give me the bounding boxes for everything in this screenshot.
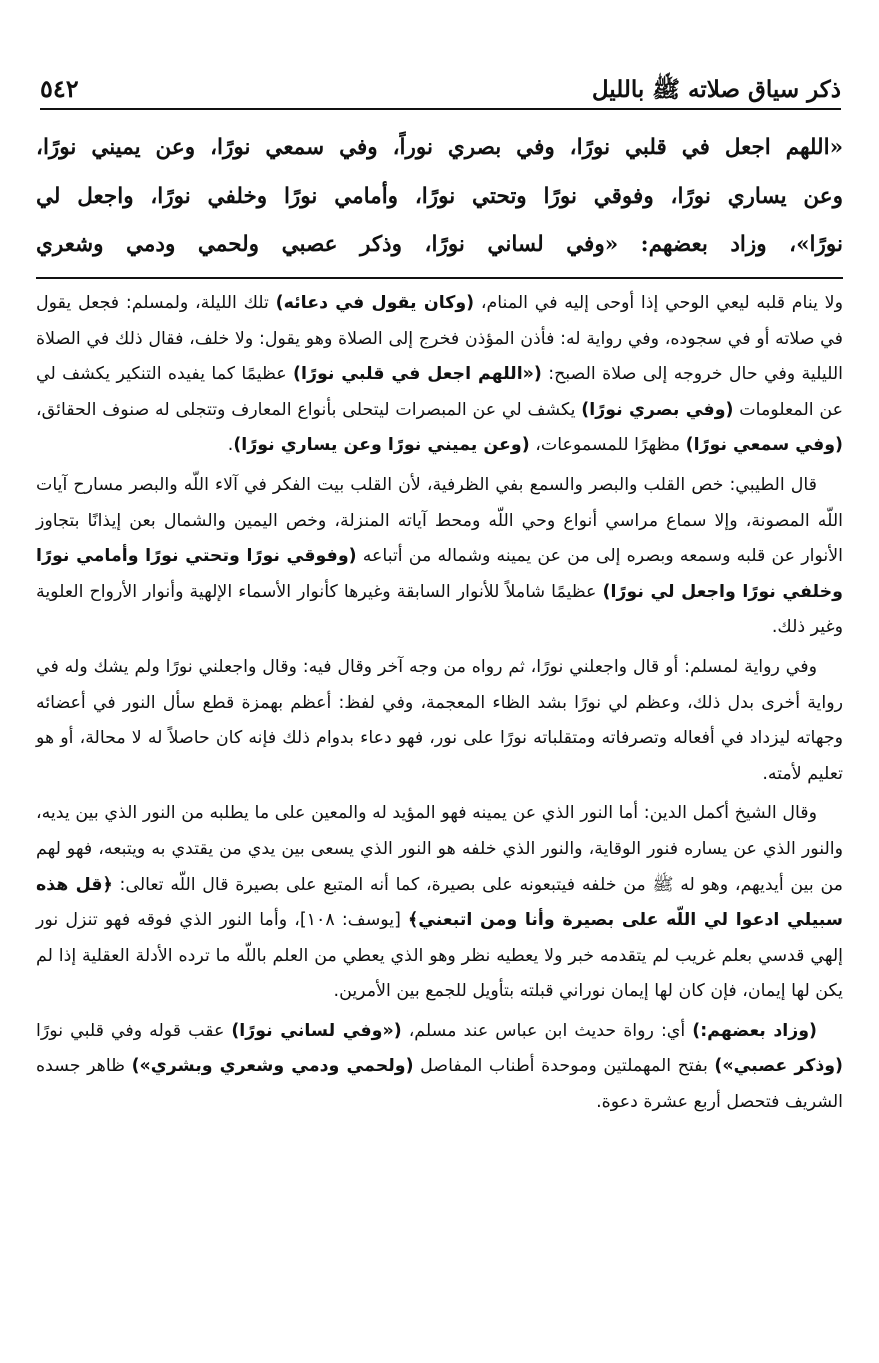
commentary-text — [36, 286, 843, 1125]
quran-verse: ﴿قل هذه سبيلي ادعوا لي اللّه على بصيرة وأنا ومن اتبعني﴾ — [36, 874, 844, 931]
page-number: ٥٤٢ — [40, 73, 79, 103]
quoted-hadith-phrase: (وكان يقول في دعائه) — [275, 293, 475, 313]
quoted-hadith-phrase: («اللهم اجعل في قلبي نورًا) — [293, 364, 542, 385]
commentary-text-span: [يوسف: ١٠٨]، وأما النور الذي فوقه فهو تنزل نور إلهي قدسي بعلم غريب لم يتقدمه خبر ولا يعطيه نظر وهو الذي يعطي من العلم باللّه ما ترده الأدلة العقلية إذا لم يكن لها إيمان، فإن كان لها إيمان نوراني قبلته بتأويل للجمع بين الأمرين. — [36, 910, 843, 1002]
commentary-text-span: عظيمًا شاملاً للأنوار السابقة وغيرها كأنوار الأسماء الإلهية وأنوار الأرواح العلوية وغير ذلك. — [36, 581, 843, 638]
commentary-text-span: قال الطيبي: خص القلب والبصر والسمع بفي الظرفية، لأن القلب بيت الفكر في آلاء اللّه والبصر مسارح آيات اللّه المصونة، وإلا سماع مراسي أنواع وحي اللّه ومحط آياته المنزلة، وخص اليمين والشمال بعن إيذانًا بتجاوز الأنوار عن قلبه وسمعه وبصره إلى من عن يمينه وشماله من أتباعه — [36, 474, 843, 567]
commentary-text-span: تلك الليلة، ولمسلم: فجعل يقول في صلاته أو في سجوده، وفي رواية له: فأذن المؤذن فخرج إلى الصلاة وهو يقول: ولا خلف، فقال ذلك في الصلاة الليلية وفي حال خروجه إلى صلاة الصبح: — [36, 293, 843, 385]
commentary-text-span: أي: رواة حديث ابن عباس عند مسلم، — [401, 1020, 693, 1041]
hadith-text — [36, 124, 843, 270]
commentary-paragraph — [36, 796, 843, 1010]
text-separator-line — [36, 277, 843, 279]
commentary-text-span: بفتح المهملتين وموحدة أطناب المفاصل — [413, 1056, 715, 1077]
running-title: ذكر سياق صلاته ﷺ بالليل — [591, 75, 841, 103]
commentary-paragraph — [36, 1014, 843, 1121]
commentary-text-span: ولا ينام قلبه ليعي الوحي إذا أوحى إليه في المنام، — [474, 293, 843, 313]
quoted-hadith-phrase: (وذكر عصبي») — [714, 1056, 844, 1077]
hadith-line: وعن يساري نورًا، وفوقي نورًا وتحتي نورًا، وأمامي نورًا وخلفي نورًا، واجعل لي — [36, 183, 843, 209]
commentary-paragraph — [36, 468, 843, 646]
commentary-text-span: عظيمًا كما يفيده التنكير يكشف لي عن المعلومات — [36, 364, 843, 420]
commentary-text-span: . — [227, 435, 234, 456]
hadith-line: «اللهم اجعل في قلبي نورًا، وفي بصري نوراً، وفي سمعي نورًا، وعن يميني نورًا، — [36, 135, 843, 160]
commentary-text-span: ظاهر جسده الشريف فتحصل أربع عشرة دعوة. — [36, 1056, 843, 1113]
quoted-hadith-phrase: (وفي سمعي نورًا) — [685, 435, 843, 456]
commentary-paragraph — [36, 286, 843, 464]
page-header — [40, 54, 841, 110]
quoted-hadith-phrase: (وعن يميني نورًا وعن يساري نورًا) — [233, 435, 530, 456]
quoted-hadith-phrase: (ولحمي ودمي وشعري وبشري») — [131, 1056, 414, 1077]
quoted-hadith-phrase: («وفي لساني نورًا) — [231, 1020, 402, 1041]
commentary-paragraph: وفي رواية لمسلم: أو قال واجعلني نورًا، ثم رواه من وجه آخر وقال فيه: وقال واجعلني نورًا ولم يشك وله في رواية أخرى بدل ذلك، وعظم لي نورًا بشد الظاء المعجمة، وفي لفظ: أعظم بهمزة قطع سأل النور في أعضائه وجهاته ليزداد في أفعاله وتصرفاته ومتقلباته نورًا على نور، فهو دعاء بدوام ذلك فإنه كان حاصلاً له لا محالة، أو هو تعليم لأمته. — [36, 656, 843, 784]
commentary-text-span: وقال الشيخ أكمل الدين: أما النور الذي عن يمينه فهو المؤيد له والمعين على ما يطلبه من النور الذي بين يديه، والنور الذي عن يساره فنور الوقاية، والنور الذي خلفه هو النور الذي يسعى بين يدي من يقتدي به ويتبعه، فهو لهم من بين أيديهم، وهو له ﷺ من خلفه فيتبعونه على بصيرة، كما أنه المتبع على بصيرة قال اللّه تعالى: — [36, 803, 843, 895]
commentary-text-span: مظهرًا للمسموعات، — [529, 435, 686, 456]
quoted-hadith-phrase: (وزاد بعضهم:) — [692, 1020, 817, 1041]
quoted-hadith-phrase: (وفي بصري نورًا) — [581, 399, 734, 420]
hadith-line: نورًا»، وزاد بعضهم: «وفي لساني نورًا، وذكر عصبي ولحمي ودمي وشعري — [36, 232, 843, 257]
quoted-hadith-phrase: (وفوقي نورًا وتحتي نورًا وأمامي نورًا وخلفي نورًا واجعل لي نورًا) — [36, 546, 843, 602]
commentary-text-span: عقب قوله وفي قلبي نورًا — [36, 1020, 232, 1041]
commentary-text-span: يكشف لي عن المبصرات ليتحلى بأنواع المعارف وتتجلى له صنوف الحقائق، — [36, 399, 582, 420]
